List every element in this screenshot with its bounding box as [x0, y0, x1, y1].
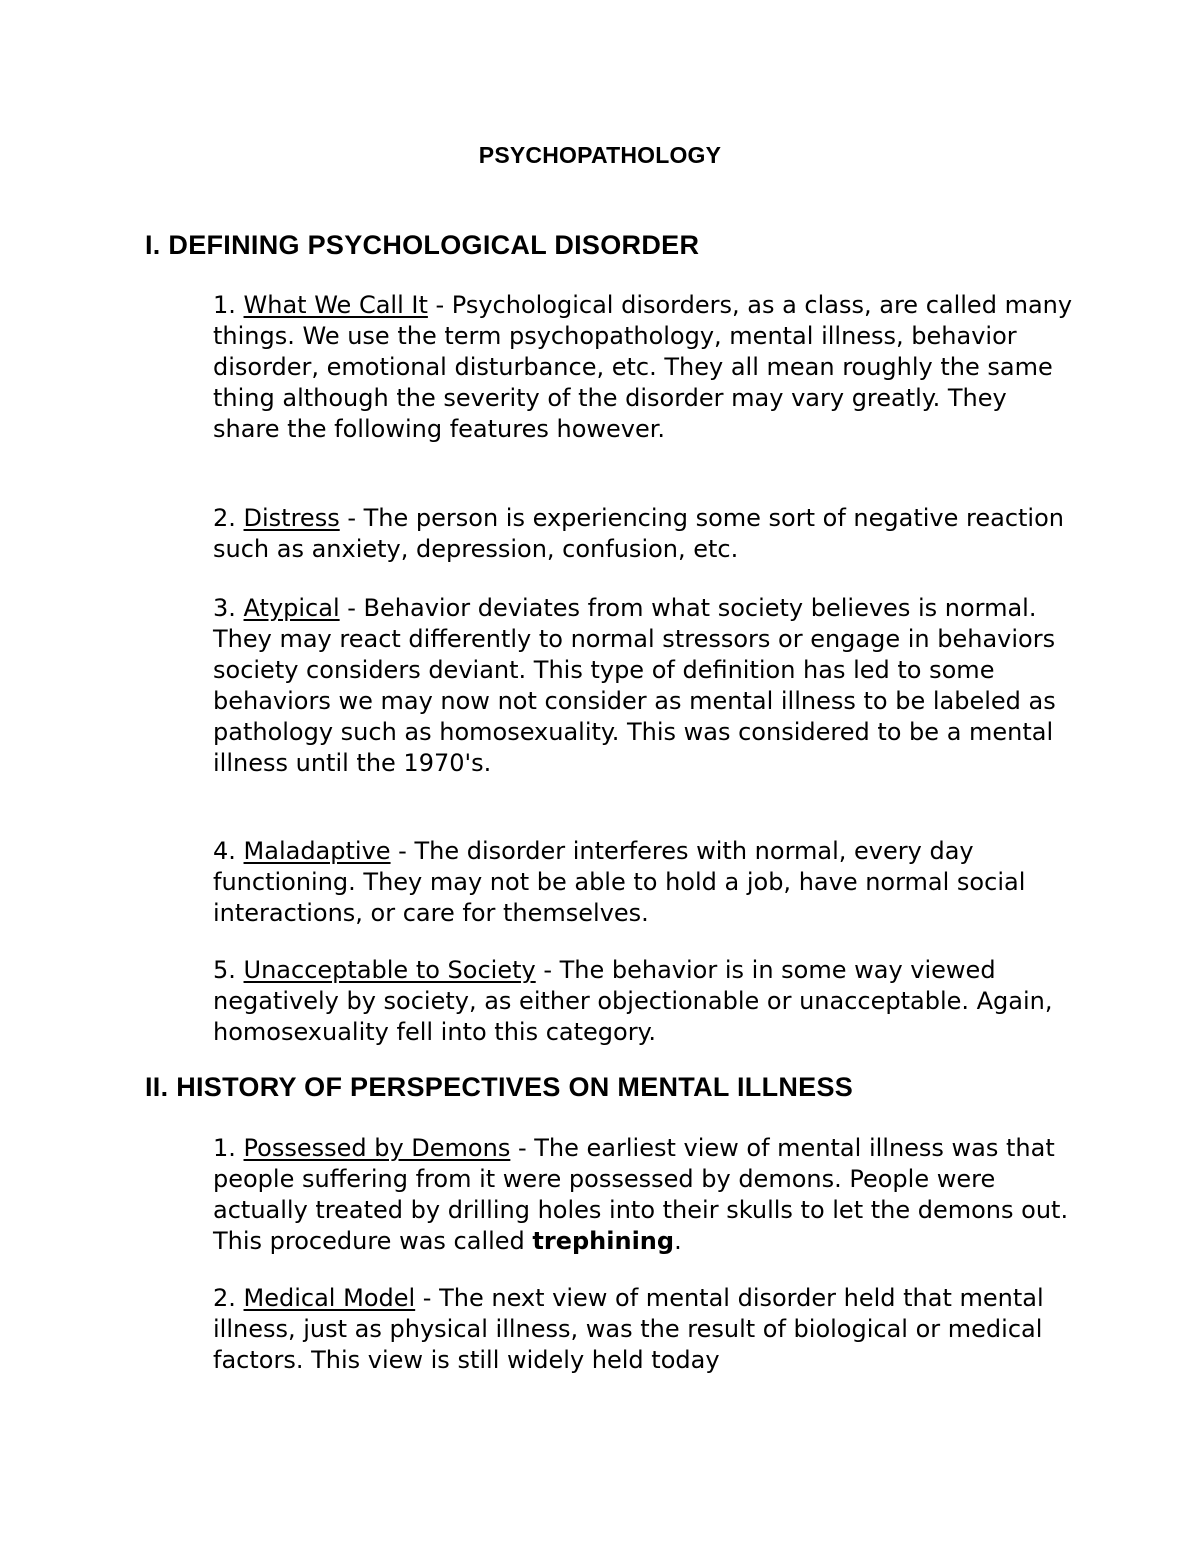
item-number: 1. [213, 291, 244, 319]
item-term: Medical Model [243, 1284, 416, 1312]
list-item-atypical [213, 593, 1073, 779]
list-item-unacceptable [213, 955, 1073, 1048]
list-item-maladaptive [213, 836, 1073, 929]
item-bold-term: trephining [532, 1227, 675, 1255]
list-item-medical-model [213, 1283, 1073, 1376]
section-heading-history: II. HISTORY OF PERSPECTIVES ON MENTAL ILLNESS [145, 1072, 854, 1102]
list-item-distress [213, 503, 1073, 565]
item-term: Distress [243, 504, 340, 532]
item-text: - The earliest view of mental illness was that people suffering from it were possessed by demons. People were actually treated by drilling holes into their skulls to let the demons out. This procedure was called [213, 1134, 1069, 1255]
item-tail: . [674, 1227, 682, 1255]
list-item-what-we-call-it [213, 290, 1073, 445]
item-text: - The disorder interferes with normal, every day functioning. They may not be able to hold a job, have normal social interactions, or care for themselves. [213, 837, 1026, 927]
item-number: 1. [213, 1134, 244, 1162]
section-heading-defining: I. DEFINING PSYCHOLOGICAL DISORDER [145, 230, 700, 260]
item-term: Maladaptive [243, 837, 391, 865]
item-term: Unacceptable to Society [243, 956, 536, 984]
item-term: Possessed by Demons [243, 1134, 511, 1162]
item-text: - The behavior is in some way viewed negatively by society, as either objectionable or unacceptable. Again, homosexuality fell into this category. [213, 956, 1053, 1046]
item-text: - Psychological disorders, as a class, are called many things. We use the term psychopathology, mental illness, behavior disorder, emotional disturbance, etc. They all mean roughly the same thing although the severity of the disorder may vary greatly. They share the following features however. [213, 291, 1073, 443]
item-term: Atypical [243, 594, 340, 622]
item-text: - The next view of mental disorder held that mental illness, just as physical illness, was the result of biological or medical factors. This view is still widely held today [213, 1284, 1044, 1374]
document-title: PSYCHOPATHOLOGY [478, 142, 722, 168]
list-item-possessed [213, 1133, 1073, 1257]
item-text: - Behavior deviates from what society believes is normal. They may react differently to normal stressors or engage in behaviors society considers deviant. This type of definition has led to some behaviors we may now not consider as mental illness to be labeled as pathology such as homosexuality. This was considered to be a mental illness until the 1970's. [213, 594, 1056, 777]
item-number: 3. [213, 594, 244, 622]
item-number: 2. [213, 1284, 244, 1312]
item-text: - The person is experiencing some sort of negative reaction such as anxiety, depression, confusion, etc. [213, 504, 1064, 563]
item-number: 5. [213, 956, 244, 984]
item-number: 2. [213, 504, 244, 532]
item-number: 4. [213, 837, 244, 865]
item-term: What We Call It [243, 291, 428, 319]
